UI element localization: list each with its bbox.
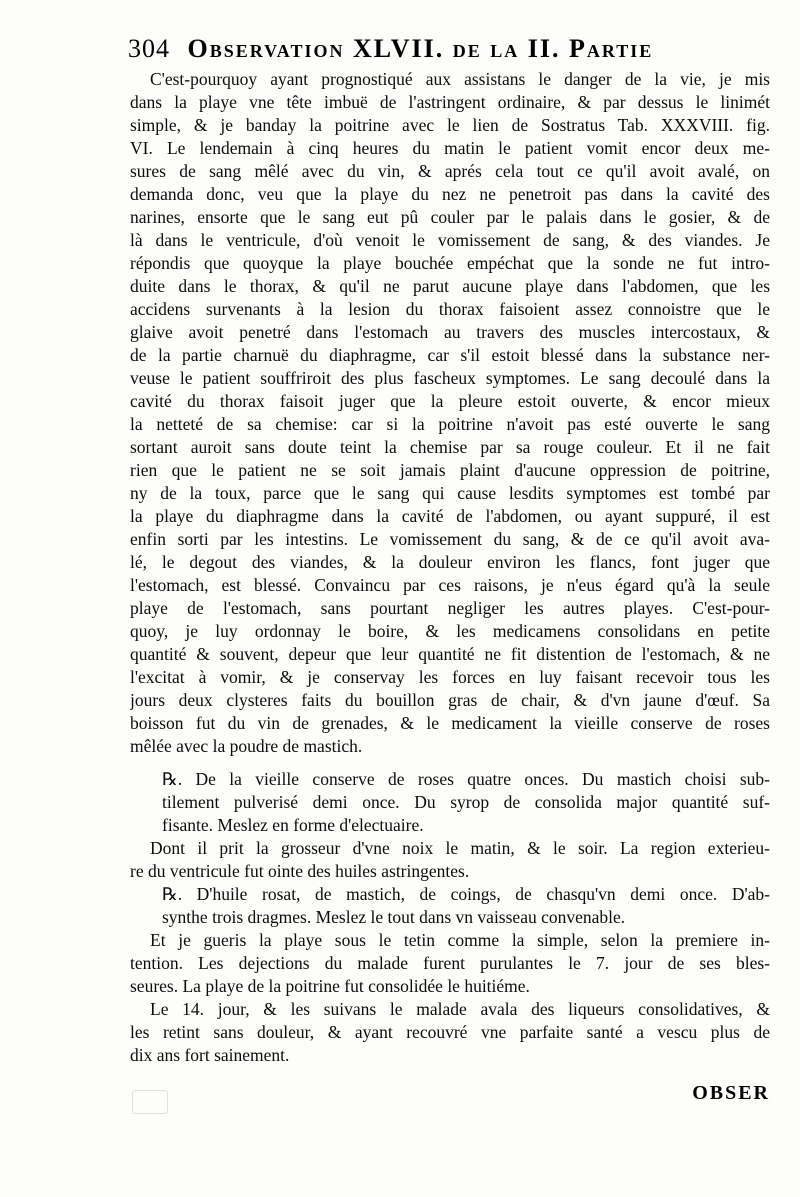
text-line: là dans le ventricule, d'où venoit le vomissement de sang, & des viandes. Je — [130, 230, 770, 250]
page-number: 304 — [128, 34, 170, 63]
recipe-line: ℞. D'huile rosat, de mastich, de coings, de chasqu'vn demi once. D'ab- — [162, 884, 770, 904]
paragraph-gap — [130, 758, 770, 768]
text-line: les retint sans douleur, & ayant recouvré vne parfaite santé a vescu plus de — [130, 1022, 770, 1042]
text-line: simple, & je banday la poitrine avec le lien de Sostratus Tab. XXXVIII. fig. — [130, 115, 770, 135]
text-line: dix ans fort sainement. — [130, 1045, 290, 1065]
text-line: veuse le patient souffriroit des plus fascheux symptomes. Le sang decoulé dans la — [130, 368, 770, 388]
text-line: enfin sorti par les intestins. Le vomissement du sang, & de ce qu'il avoit ava- — [130, 529, 770, 549]
text-line: Et je gueris la playe sous le tetin comme la simple, selon la premiere in- — [150, 930, 770, 950]
recipe-line: synthe trois dragmes. Meslez le tout dans vn vaisseau convenable. — [162, 907, 626, 927]
text-line: répondis que quoyque la playe bouchée empéchat que la sonde ne fut intro- — [130, 253, 770, 273]
text-line: sortant auroit sans doute teint la chemise par sa rouge couleur. Et il ne fait — [130, 437, 770, 457]
text-line: quoy, je luy ordonnay le boire, & les medicamens consolidans en petite — [130, 621, 770, 641]
text-line: l'estomach, est blessé. Convaincu par ces raisons, je n'eus égard qu'à la seule — [130, 575, 770, 595]
running-title: Observation XLVII. de la II. Partie — [187, 34, 654, 63]
recipe-line: fisante. Meslez en forme d'electuaire. — [162, 815, 424, 835]
text-line: VI. Le lendemain à cinq heures du matin le patient vomit encor deux me- — [130, 138, 770, 158]
text-line: tention. Les dejections du malade furent purulantes le 7. jour de ses bles- — [130, 953, 770, 973]
text-line: duite dans le thorax, & qu'il ne parut aucune playe dans l'abdomen, que les — [130, 276, 770, 296]
text-line: glaive avoit penetré dans l'estomach au travers des muscles intercostaux, & — [130, 322, 770, 342]
recipe-line: ℞. De la vieille conserve de roses quatre onces. Du mastich choisi sub- — [162, 769, 770, 789]
text-line: jours deux clysteres faits du bouillon gras de chair, & d'vn jaune d'œuf. Sa — [130, 690, 770, 710]
text-line: dans la playe vne tête imbuë de l'astringent ordinaire, & par dessus le linimét — [130, 92, 770, 112]
text-line: rien que le patient ne se soit jamais plaint d'aucune oppression de poitrine, — [130, 460, 770, 480]
text-line: narines, ensorte que le sang eut pû couler par le palais dans le gosier, & de — [130, 207, 770, 227]
body-text — [130, 68, 770, 1067]
text-line: playe de l'estomach, sans pourtant negliger les autres playes. C'est-pour- — [130, 598, 770, 618]
text-line: mêlée avec la poudre de mastich. — [130, 736, 363, 756]
text-line: Dont il prit la grosseur d'vne noix le matin, & le soir. La region exterieu- — [150, 838, 770, 858]
text-line: Le 14. jour, & les suivans le malade avala des liqueurs consolidatives, & — [150, 999, 770, 1019]
text-line: cavité du thorax faisoit juger que la pleure estoit ouverte, & encor mieux — [130, 391, 770, 411]
text-line: lé, le degout des viandes, & la douleur environ les flancs, font juger que — [130, 552, 770, 572]
text-line: la playe du diaphragme dans la cavité de l'abdomen, ou ayant suppuré, il est — [130, 506, 770, 526]
text-line: sures de sang mêlé avec du vin, & aprés cela tout ce qu'il avoit avalé, on — [130, 161, 770, 181]
text-line: de la partie charnuë du diaphragme, car s'il estoit blessé dans la substance ner- — [130, 345, 770, 365]
text-line: demanda donc, veu que la playe du nez ne penetroit pas dans la cavité des — [130, 184, 770, 204]
catchword: OBSER — [692, 1082, 770, 1104]
text-line: re du ventricule fut ointe des huiles astringentes. — [130, 861, 470, 881]
text-line: accidens survenants à la lesion du thorax faisoient assez connoistre que le — [130, 299, 770, 319]
bleed-through-mark — [132, 1090, 168, 1114]
text-line: seures. La playe de la poitrine fut consolidée le huitiéme. — [130, 976, 530, 996]
text-line: la netteté de sa chemise: car si la poitrine n'avoit pas esté ouverte le sang — [130, 414, 770, 434]
text-line: quantité & souvent, depeur que leur quantité ne fit distention de l'estomach, & ne — [130, 644, 770, 664]
text-line: C'est-pourquoy ayant prognostiqué aux assistans le danger de la vie, je mis — [150, 69, 770, 89]
text-line: boisson fut du vin de grenades, & le medicament la vieille conserve de roses — [130, 713, 770, 733]
text-line: l'excitat à vomir, & je conservay les forces en luy faisant recevoir tous les — [130, 667, 770, 687]
recipe-line: tilement pulverisé demi once. Du syrop de consolida major quantité suf- — [162, 792, 770, 812]
text-line: ny de la toux, parce que le sang qui cause lesdits symptomes est tombé par — [130, 483, 770, 503]
running-header — [128, 34, 768, 68]
